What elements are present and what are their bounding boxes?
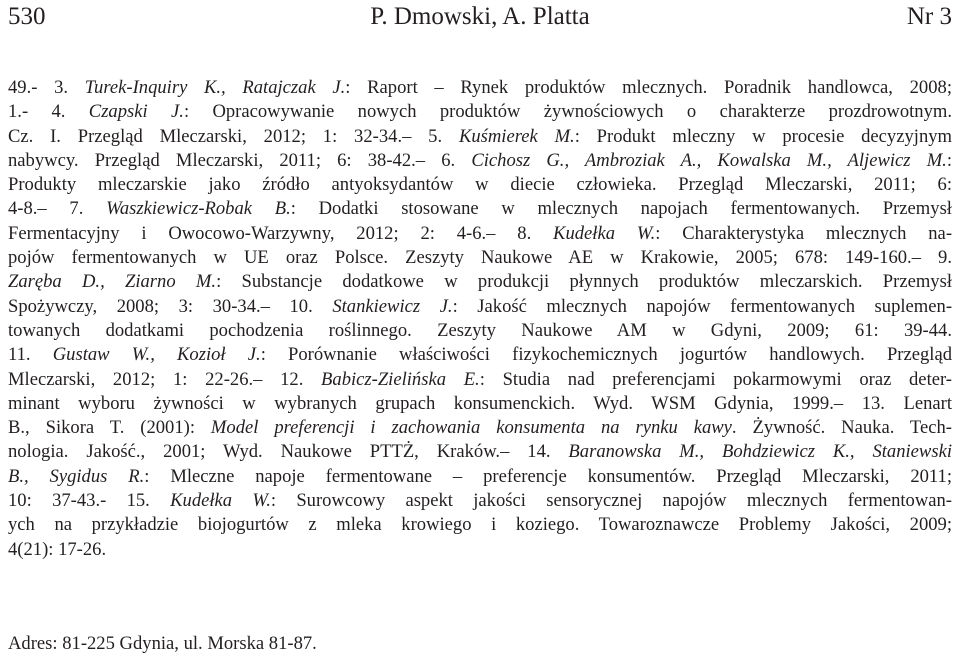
reference-line: [8, 295, 952, 319]
reference-text: : Mleczne napoje fermentowane – preferencje konsumentów. Przegląd Mleczarski, 2011;: [144, 465, 952, 487]
reference-line: [8, 173, 952, 197]
reference-text: : Produkt mleczny w procesie decyzyjnym: [574, 125, 952, 147]
reference-italic-text: Czapski J.: [88, 101, 184, 123]
page-number: 530: [8, 3, 46, 30]
reference-line: [8, 76, 952, 100]
reference-text: 4(21): 17-26.: [8, 538, 107, 560]
reference-line: [8, 319, 952, 343]
reference-text: nabywcy. Przegląd Mleczarski, 2011; 6: 38-42.– 6.: [8, 149, 472, 171]
reference-italic-text: B., Sygidus R.: [8, 465, 145, 487]
reference-text: pojów fermentowanych w UE oraz Polsce. Zeszyty Naukowe AE w Krakowie, 2005; 678: 149-160.– 9.: [8, 247, 952, 269]
reference-text: : Studia nad preferencjami pokarmowymi oraz deter-: [479, 368, 952, 390]
reference-line: [8, 149, 952, 173]
reference-line: [8, 222, 952, 246]
reference-italic-text: Model preferencji i zachowania konsumenta na rynku kawy: [210, 417, 732, 439]
reference-italic-text: Kudełka W.: [170, 490, 271, 512]
reference-italic-text: Baranowska M., Bohdziewicz K., Staniewski: [568, 441, 952, 463]
reference-text: : Charakterystyka mlecznych na-: [655, 222, 953, 244]
reference-line: [8, 197, 952, 221]
author-address: Adres: 81-225 Gdynia, ul. Morska 81-87.: [8, 633, 317, 654]
reference-line: [8, 440, 952, 464]
reference-text: : Opracowywanie nowych produktów żywnościowych o charakterze prozdrowotnym.: [183, 101, 953, 123]
reference-line: [8, 246, 952, 270]
reference-italic-text: Waszkiewicz-Robak B.: [106, 198, 291, 220]
reference-italic-text: Zaręba D., Ziarno M.: [8, 271, 217, 293]
reference-text: : Jakość mlecznych napojów fermentowanych suplemen-: [452, 295, 953, 317]
issue-number: Nr 3: [906, 3, 952, 30]
reference-text: : Raport – Rynek produktów mlecznych. Poradnik handlowca, 2008;: [345, 77, 952, 98]
reference-line: [8, 125, 952, 149]
reference-italic-text: Stankiewicz J.: [332, 295, 453, 317]
reference-text: ych na przykładzie biojogurtów z mleka krowiego i koziego. Towaroznawcze Problemy Jakości, 2009;: [8, 514, 952, 536]
reference-text: 11.: [8, 344, 53, 366]
reference-line: [8, 270, 952, 294]
reference-text: towanych dodatkami pochodzenia roślinnego. Zeszyty Naukowe AM w Gdyni, 2009; 61: 39-44.: [8, 319, 952, 341]
reference-text: . Żywność. Nauka. Tech-: [731, 417, 952, 439]
reference-text: :: [946, 149, 952, 171]
reference-line: [8, 538, 952, 562]
reference-text: 4-8.– 7.: [8, 198, 107, 220]
page-header: [8, 0, 952, 36]
reference-italic-text: Kuśmierek M.: [458, 125, 575, 147]
reference-line: [8, 465, 952, 489]
reference-line: [8, 100, 952, 124]
reference-text: : Dodatki stosowane w mlecznych napojach fermentowanych. Przemysł: [290, 198, 952, 220]
reference-text: Spożywczy, 2008; 3: 30-34.– 10.: [8, 295, 333, 317]
reference-line: [8, 513, 952, 537]
reference-text: : Surowcowy aspekt jakości sensorycznej napojów mlecznych fermentowan-: [270, 490, 953, 512]
reference-text: : Porównanie właściwości fizykochemicznych jogurtów handlowych. Przegląd: [260, 344, 952, 366]
reference-line: [8, 343, 952, 367]
reference-italic-text: Kudełka W.: [553, 222, 656, 244]
reference-text: minant wyboru żywności w wybranych grupach konsumenckich. Wyd. WSM Gdynia, 1999.– 13. Lenart: [8, 392, 952, 414]
reference-line: [8, 489, 952, 513]
reference-italic-text: Turek-Inquiry K., Ratajczak J.: [84, 77, 346, 98]
reference-line: [8, 392, 952, 416]
reference-text: 1.- 4.: [8, 101, 89, 123]
reference-text: nologia. Jakość., 2001; Wyd. Naukowe PTTŻ, Kraków.– 14.: [8, 441, 569, 463]
reference-italic-text: Babicz-Zielińska E.: [321, 368, 480, 390]
running-head-authors: P. Dmowski, A. Platta: [370, 3, 590, 30]
reference-text: : Substancje dodatkowe w produkcji płynnych produktów mleczarskich. Przemysł: [216, 271, 952, 293]
reference-line: [8, 416, 952, 440]
reference-italic-text: Cichosz G., Ambroziak A., Kowalska M., Aljewicz M.: [471, 149, 947, 171]
reference-line: [8, 368, 952, 392]
reference-text: B., Sikora T. (2001):: [8, 417, 211, 439]
reference-italic-text: Gustaw W., Kozioł J.: [52, 344, 261, 366]
reference-text: Cz. I. Przegląd Mleczarski, 2012; 1: 32-34.– 5.: [8, 125, 459, 147]
reference-text: 10: 37-43.- 15.: [8, 490, 171, 512]
reference-text: Fermentacyjny i Owocowo-Warzywny, 2012; 2: 4-6.– 8.: [8, 222, 554, 244]
reference-text: Mleczarski, 2012; 1: 22-26.– 12.: [8, 368, 322, 390]
references-block: [8, 76, 952, 562]
reference-text: Produkty mleczarskie jako źródło antyoksydantów w diecie człowieka. Przegląd Mleczarski, 2011; 6:: [8, 174, 952, 196]
reference-text: 49.- 3.: [8, 77, 85, 98]
